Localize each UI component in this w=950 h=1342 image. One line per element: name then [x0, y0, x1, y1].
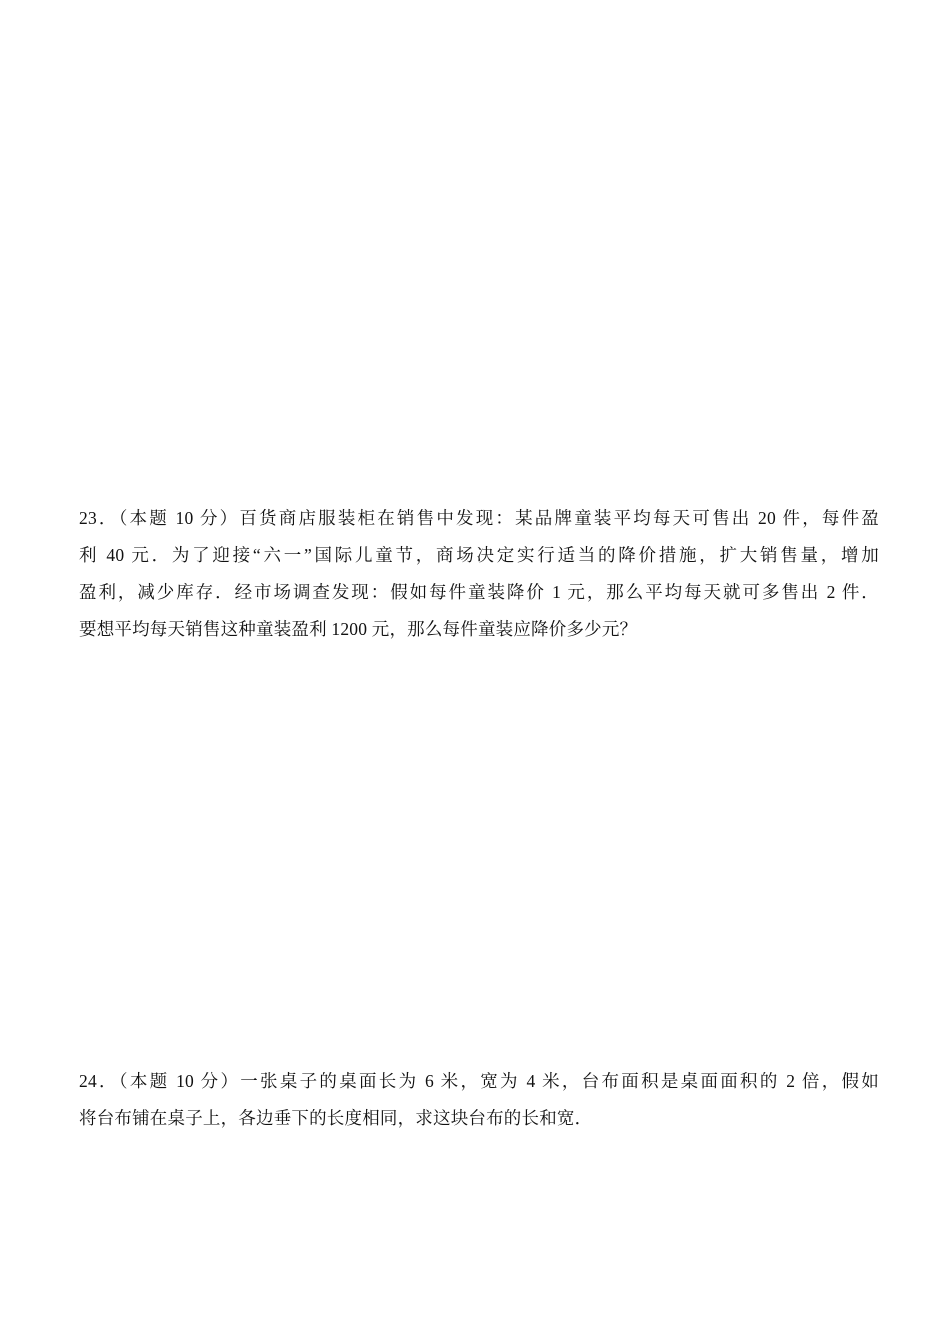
problem-23-line-4: 要想平均每天销售这种童装盈利 1200 元，那么每件童装应降价多少元？ — [79, 619, 638, 639]
problem-24 — [79, 1063, 879, 1137]
problem-24-line-2: 将台布铺在桌子上，各边垂下的长度相同，求这块台布的长和宽． — [79, 1108, 593, 1128]
problem-24-line-1: 24．（本题 10 分）一张桌子的桌面长为 6 米，宽为 4 米，台布面积是桌面面积的 2 倍，假如 — [79, 1071, 879, 1091]
problem-23 — [79, 500, 879, 648]
problem-23-line-2: 利 40 元．为了迎接“六一”国际儿童节，商场决定实行适当的降价措施，扩大销售量，增加 — [79, 545, 879, 565]
problem-23-line-1: 23．（本题 10 分）百货商店服装柜在销售中发现：某品牌童装平均每天可售出 20 件，每件盈 — [79, 508, 879, 528]
problem-23-line-3: 盈利，减少库存．经市场调查发现：假如每件童装降价 1 元，那么平均每天就可多售出 2 件． — [79, 582, 879, 602]
